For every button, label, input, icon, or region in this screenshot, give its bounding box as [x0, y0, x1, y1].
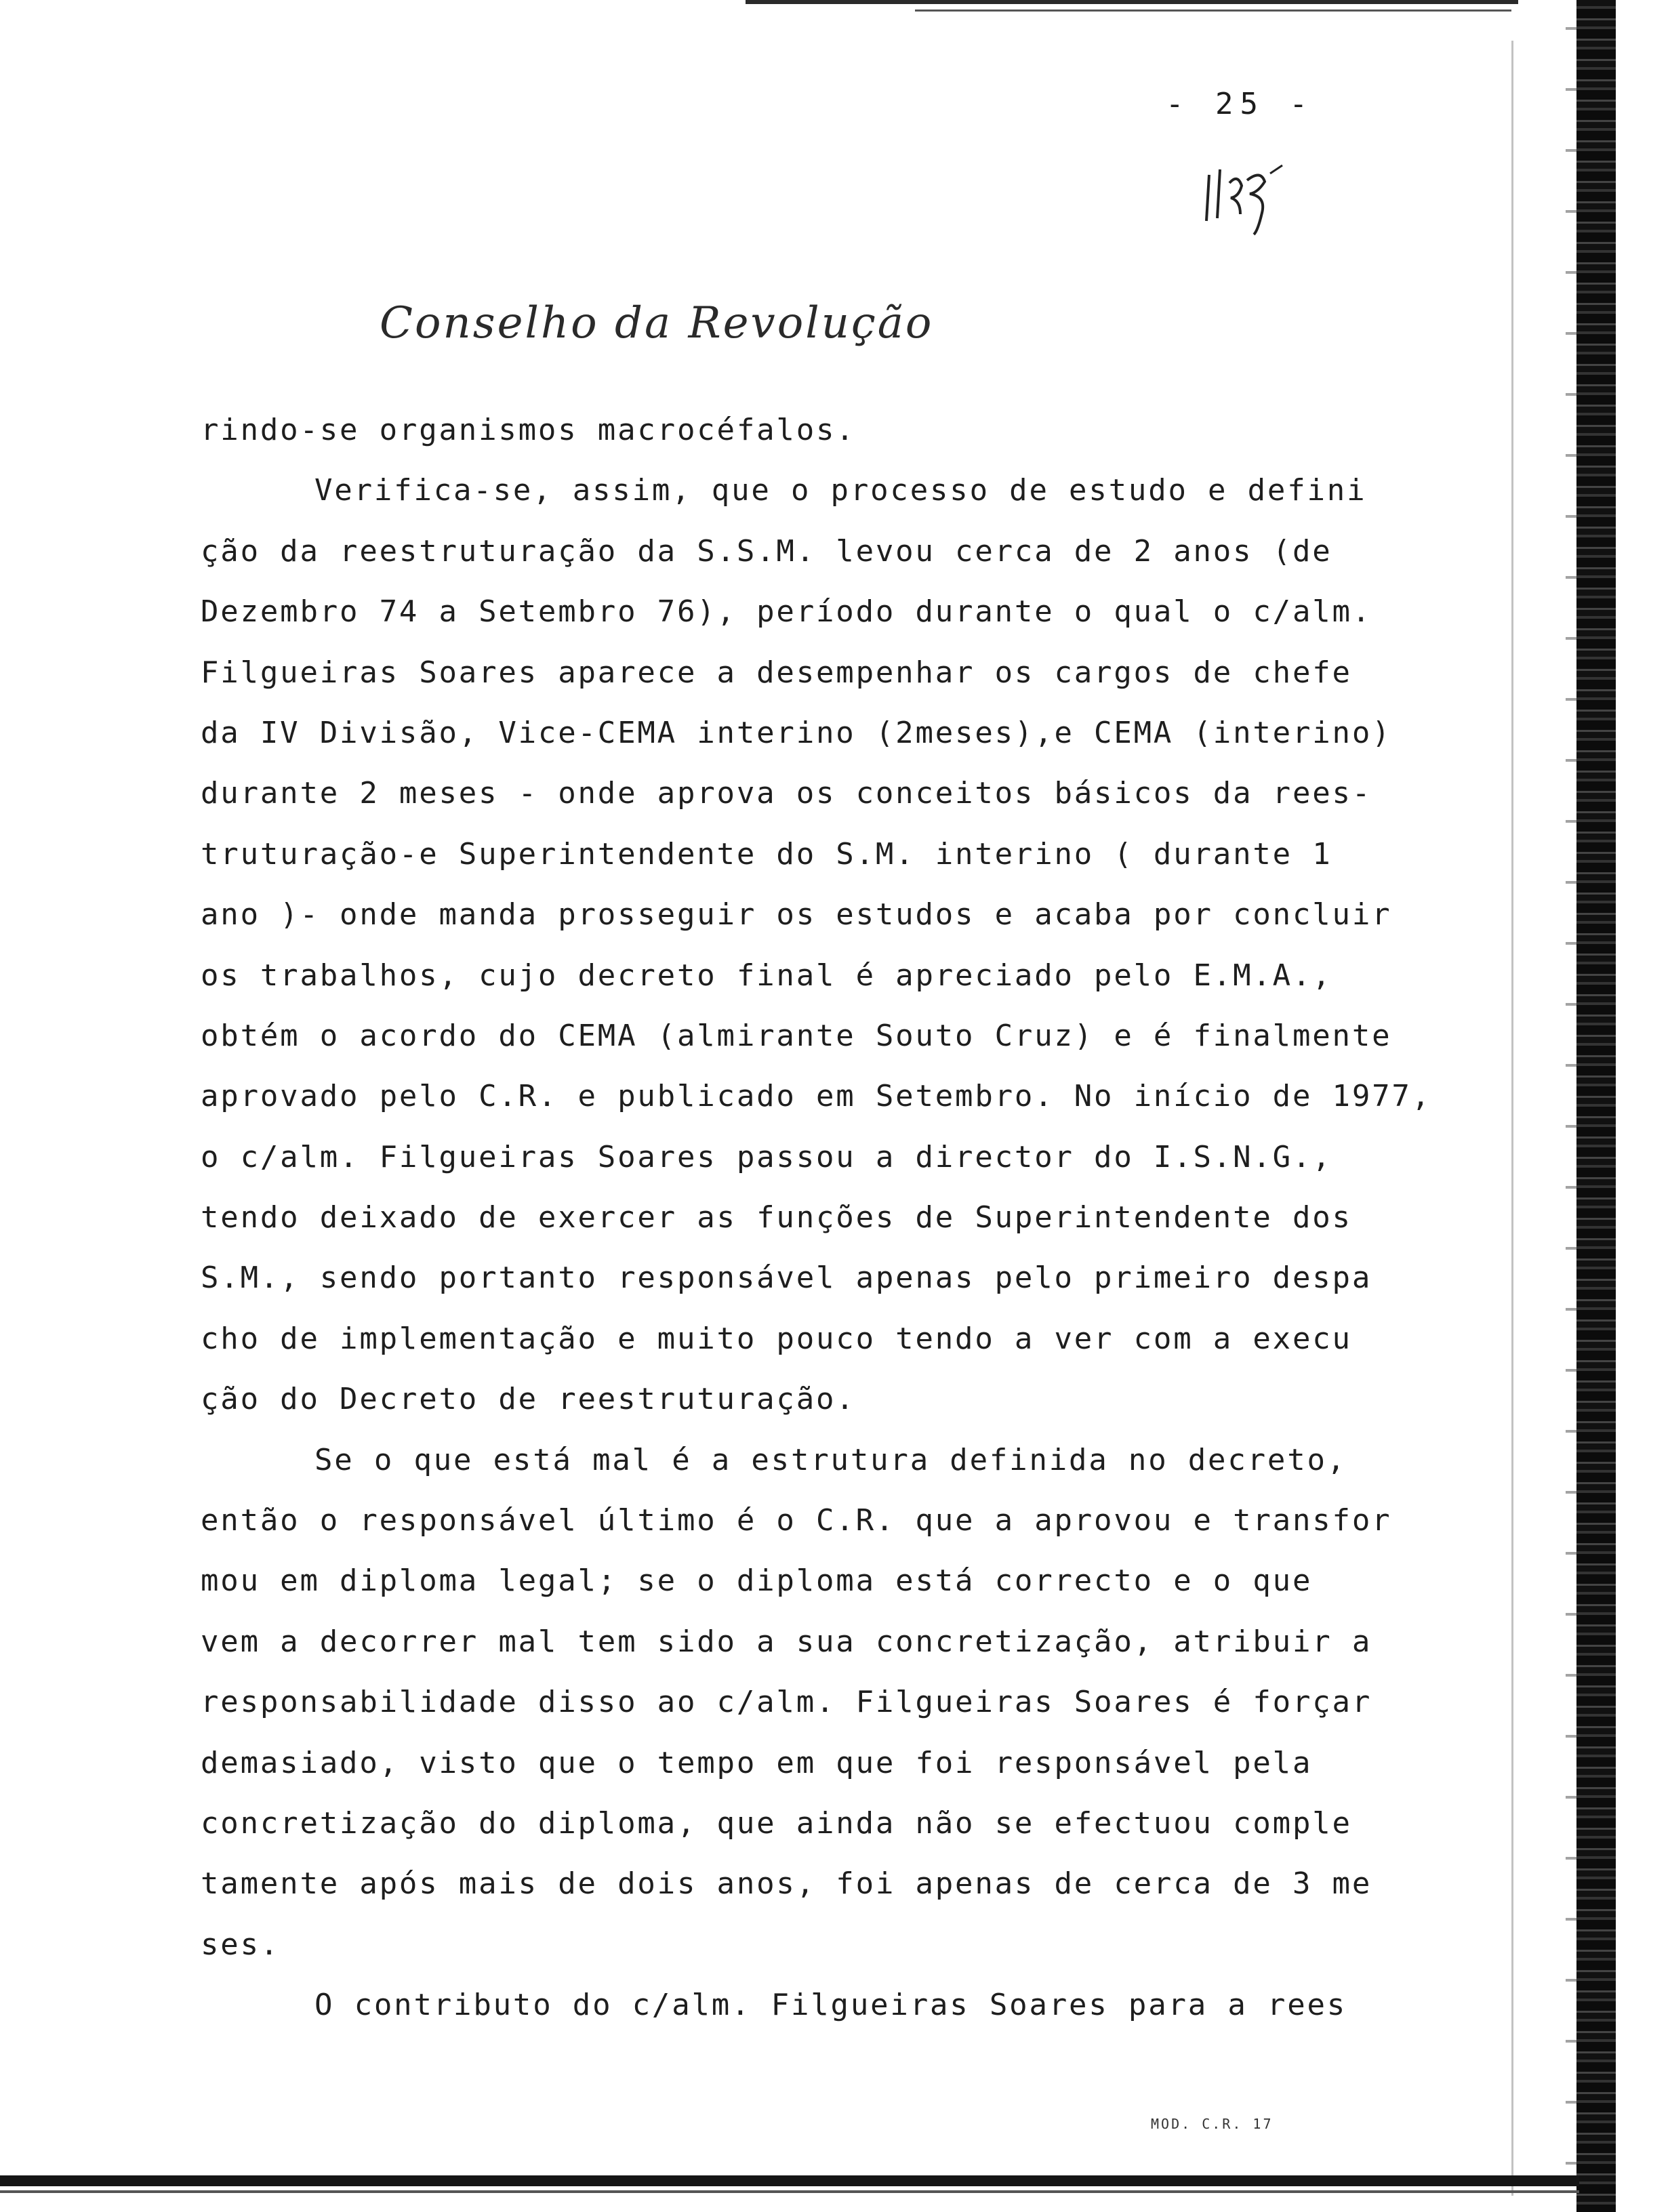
text-line: os trabalhos, cujo decreto final é apreciado pelo E.M.A., [201, 958, 1332, 993]
handwritten-annotation [1200, 156, 1288, 237]
text-line: responsabilidade disso ao c/alm. Filgueiras Soares é forçar [201, 1685, 1372, 1720]
scan-edge-right [1576, 0, 1616, 2212]
text-line: ses. [201, 1927, 281, 1962]
paragraph-start-line: Se o que está mal é a estrutura definida no decreto, [314, 1442, 1347, 1477]
scan-edge-top-thin [915, 9, 1511, 12]
text-line: ano )- onde manda prosseguir os estudos e acaba por concluir [201, 897, 1392, 933]
document-body [201, 400, 1431, 2036]
text-line: S.M., sendo portanto responsável apenas pelo primeiro despa [201, 1261, 1372, 1296]
text-line: Filgueiras Soares aparece a desempenhar os cargos de chefe [201, 655, 1352, 690]
scan-edge-bottom-thin [0, 2190, 1579, 2193]
letterhead: Conselho da Revolução [380, 298, 934, 348]
text-line: então o responsável último é o C.R. que a aprovou e transfor [201, 1503, 1392, 1538]
text-line: durante 2 meses - onde aprova os conceitos básicos da rees- [201, 776, 1372, 811]
paragraph-start-line: O contributo do c/alm. Filgueiras Soares para a rees [314, 1988, 1347, 2023]
form-code: MOD. C.R. 17 [1151, 2116, 1274, 2132]
text-line: vem a decorrer mal tem sido a sua concretização, atribuir a [201, 1624, 1372, 1659]
text-line: cho de implementação e muito pouco tendo a ver com a execu [201, 1321, 1352, 1356]
paragraph-start-line: Verifica-se, assim, que o processo de estudo e defini [314, 473, 1367, 508]
text-line: concretização do diploma, que ainda não se efectuou comple [201, 1805, 1352, 1841]
text-line: truturação-e Superintendente do S.M. interino ( durante 1 [201, 836, 1332, 872]
text-line: demasiado, visto que o tempo em que foi responsável pela [201, 1745, 1313, 1780]
text-line: tendo deixado de exercer as funções de Superintendente dos [201, 1200, 1352, 1235]
text-line: o c/alm. Filgueiras Soares passou a director do I.S.N.G., [201, 1139, 1332, 1174]
page-fold-line [1511, 41, 1513, 2196]
text-line: rindo-se organismos macrocéfalos. [201, 413, 856, 447]
text-line: ção do Decreto de reestruturação. [201, 1382, 856, 1417]
text-line: ção da reestruturação da S.S.M. levou cerca de 2 anos (de [201, 533, 1332, 569]
page-number: - 25 - [1166, 87, 1314, 121]
text-line: tamente após mais de dois anos, foi apenas de cerca de 3 me [201, 1866, 1372, 1902]
scan-edge-bottom [0, 2175, 1579, 2186]
text-line: mou em diploma legal; se o diploma está correcto e o que [201, 1563, 1313, 1599]
text-line: obtém o acordo do CEMA (almirante Souto Cruz) e é finalmente [201, 1018, 1392, 1053]
scan-edge-right-fringe [1566, 0, 1576, 2212]
text-line: aprovado pelo C.R. e publicado em Setembro. No início de 1977, [201, 1079, 1431, 1114]
scan-margin-right [1616, 0, 1670, 2212]
text-line: Dezembro 74 a Setembro 76), período durante o qual o c/alm. [201, 594, 1372, 630]
scan-edge-top [746, 0, 1518, 4]
text-line: da IV Divisão, Vice-CEMA interino (2meses),e CEMA (interino) [201, 715, 1392, 750]
